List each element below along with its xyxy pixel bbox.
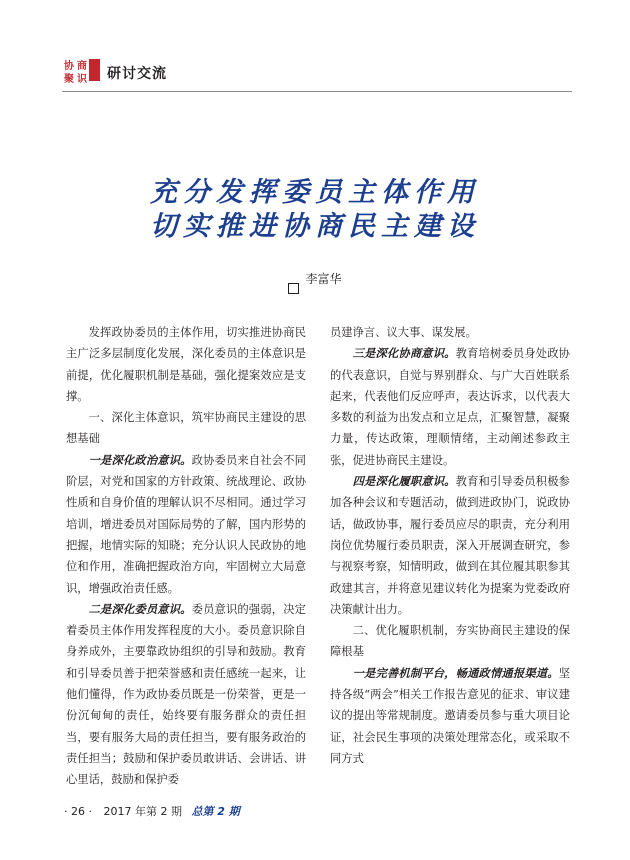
issue-stylized: 总第 2 期 [191,805,240,818]
article-title-line-1: 充分发挥委员主体作用 [150,177,480,208]
paragraph [330,471,570,620]
paragraph-text: 教育和引导委员积极参加各种会议和专题活动，做到进政协门，说政协话，做政协事，履行委员应尽的职责，充分利用岗位优势履行委员职责，深入开展调查研究，参与视察考察，知情明政，做到在其位履其职参其政建其言，并将意见建议转化为提案为党委政府决策献计出力。 [330,475,570,616]
paragraph [66,450,306,599]
paragraph-lead: 一是完善机制平台，畅通政情通报渠道。 [352,665,559,680]
article-title-line-2: 切实推进协商民主建设 [150,211,480,242]
logo-char: 商 [77,61,87,72]
logo-char: 识 [77,74,87,85]
paragraph [66,599,306,791]
header-divider [62,91,572,92]
logo [62,57,102,85]
section-heading: 二、优化履职机制，夯实协商民主建设的保障根基 [330,624,570,659]
paragraph [330,343,570,471]
paragraph-text: 政协委员来自社会不同阶层，对党和国家的方针政策、统战理论、政协性质和自身价值的理解认识不尽相同。通过学习培训，增进委员对国际局势的了解，国内形势的把握，地情实际的知晓；充分认识人民政协的地位和作用，准确把握政治方向，牢固树立大局意识，增强政治责任感。 [66,453,306,595]
paragraph-lead: 一是深化政治意识。 [88,452,192,467]
paragraph-text: 委员意识的强弱，决定着委员主体作用发挥程度的大小。委员意识除自身养成外，主要靠政协组织的引导和鼓励。教育和引导委员善于把荣誉感和责任感统一起来，让他们懂得，作为政协委员既是一份荣誉，更是一份沉甸甸的责任，始终要有服务群众的责任担当，要有服务大局的责任担当，要有服务政治的责任担当；鼓励和保护委员敢讲话、会讲话、讲心里话，鼓励和保护委 [66,602,306,787]
left-column [66,322,306,791]
issue-info: 2017 年第 2 期 [103,805,182,818]
logo-char: 聚 [64,74,74,85]
logo-char: 协 [64,61,74,72]
paragraph: 发挥政协委员的主体作用，切实推进协商民主广泛多层制度化发展，深化委员的主体意识是前提，优化履职机制是基础，强化提案效应是支撑。 [66,326,306,403]
paragraph-text: 教育培树委员身处政协的代表意识，自觉与界别群众、与广大百姓联系起来，代表他们反应呼声，表达诉求，以代表大多数的利益为出发点和立足点，汇聚智慧，凝聚力量，传达政策，理顺情绪，主动阐述参政主张，促进协商民主建设。 [330,347,570,467]
section-title: 研讨交流 [107,66,167,82]
paragraph [330,663,570,769]
page-number: · 26 · [64,805,92,818]
author-line [0,270,630,294]
right-column [330,322,570,769]
paragraph: 员建诤言、议大事、谋发展。 [330,326,477,339]
page-footer [64,803,240,819]
section-heading: 一、深化主体意识，筑牢协商民主建设的思想基础 [66,411,306,446]
paragraph-lead: 四是深化履职意识。 [352,474,456,489]
author-name: 李富华 [305,272,342,286]
paragraph-lead: 三是深化协商意识。 [352,346,456,361]
paragraph-lead: 二是深化委员意识。 [88,601,192,616]
paragraph-text: 坚持各级“两会”相关工作报告意见的征求、审议建议的提出等常规制度。邀请委员参与重大项目论证，社会民生事项的决策处理常态化，或采取不同方式 [330,666,570,765]
author-box-mark [288,283,299,294]
